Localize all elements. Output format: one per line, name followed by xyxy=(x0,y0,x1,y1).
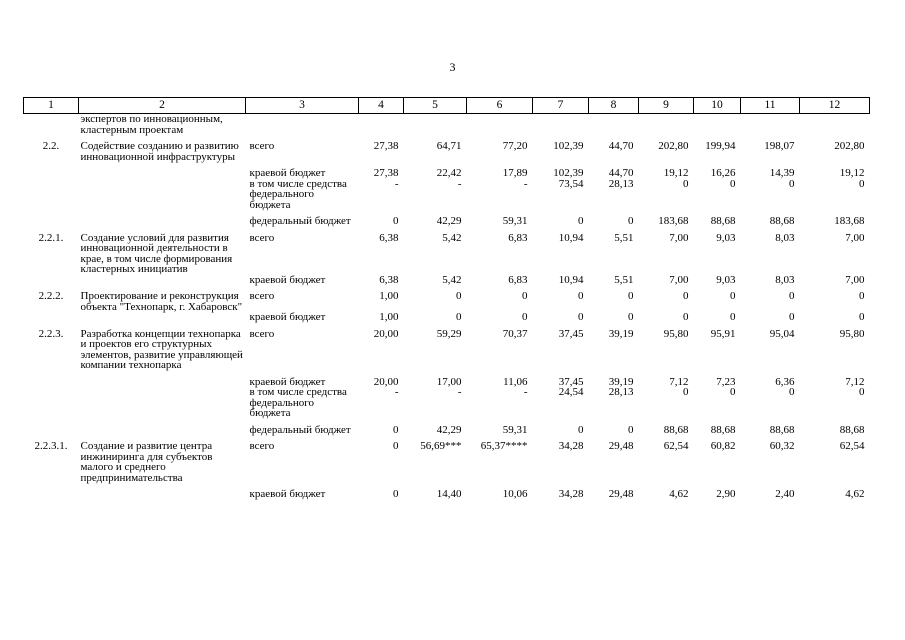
row-source: федеральный бюджет xyxy=(249,215,351,227)
value-cell: - xyxy=(523,177,528,190)
value-cell: 0 xyxy=(789,311,795,323)
value-cell: 0 xyxy=(578,290,584,302)
value-cell: 28,13 xyxy=(608,177,634,190)
header-col-4: 4 xyxy=(359,98,404,114)
value-cell: 7,23 xyxy=(716,375,736,388)
value-cell: 19,12 xyxy=(839,167,865,179)
value-cell: 95,80 xyxy=(839,327,865,340)
value-cell: 9,03 xyxy=(716,273,736,286)
row-code xyxy=(24,419,79,436)
row-name: Разработка концепции технопарка и проектов его структурных элементов, развитие управляющей компании технопарка xyxy=(80,327,243,371)
value-cell: 0 xyxy=(578,423,584,436)
table-row xyxy=(24,312,870,323)
value-cell: 95,80 xyxy=(663,327,689,340)
value-cell: 199,94 xyxy=(705,140,736,152)
value-cell: 44,70 xyxy=(608,167,634,179)
value-cell: 0 xyxy=(859,311,865,323)
header-col-6: 6 xyxy=(467,98,533,114)
value-cell: 62,54 xyxy=(839,440,865,452)
value-cell: 37,45 xyxy=(558,375,584,388)
value-cell: 16,26 xyxy=(710,167,736,179)
row-code xyxy=(24,210,79,227)
table-row xyxy=(24,179,870,211)
value-cell: 88,68 xyxy=(769,215,795,227)
value-cell: 0 xyxy=(522,311,528,323)
value-cell: 9,03 xyxy=(716,231,736,244)
row-code: 2.2. xyxy=(42,140,60,152)
row-code xyxy=(24,387,79,419)
value-cell: 6,83 xyxy=(508,231,528,244)
value-cell: 2,40 xyxy=(775,488,795,500)
row-name xyxy=(79,371,246,388)
value-cell: 10,94 xyxy=(558,231,584,244)
value-cell: 0 xyxy=(628,215,634,227)
value-cell: 7,12 xyxy=(669,375,689,388)
row-code xyxy=(24,162,79,179)
table-row xyxy=(24,483,870,500)
value-cell: 0 xyxy=(683,386,689,398)
value-cell: 37,45 xyxy=(558,327,584,340)
value-cell: 0 xyxy=(859,177,865,190)
page-number: 3 xyxy=(449,60,456,74)
header-col-10: 10 xyxy=(694,98,741,114)
row-source: всего xyxy=(249,140,275,152)
value-cell: - xyxy=(457,386,462,398)
value-cell: 88,68 xyxy=(839,423,865,436)
value-cell: 5,51 xyxy=(614,273,634,286)
header-col-5: 5 xyxy=(404,98,467,114)
value-cell: 0 xyxy=(789,290,795,302)
value-cell: 0 xyxy=(730,177,736,190)
value-cell: 22,42 xyxy=(436,167,462,179)
table-row xyxy=(24,285,870,312)
value-cell: 8,03 xyxy=(775,273,795,286)
value-cell: 0 xyxy=(522,290,528,302)
value-cell: 73,54 xyxy=(558,177,584,190)
header-col-2: 2 xyxy=(79,98,246,114)
value-cell: 5,51 xyxy=(614,231,634,244)
header-col-11: 11 xyxy=(741,98,800,114)
value-cell: 62,54 xyxy=(663,440,689,452)
value-cell: 60,82 xyxy=(710,440,736,452)
value-cell: 0 xyxy=(730,386,736,398)
row-name xyxy=(79,275,246,286)
value-cell: 6,36 xyxy=(775,375,795,388)
value-cell: - xyxy=(457,177,462,190)
value-cell: 17,89 xyxy=(502,167,528,179)
header-col-3: 3 xyxy=(246,98,359,114)
value-cell: 88,68 xyxy=(710,423,736,436)
value-cell: 88,68 xyxy=(710,215,736,227)
value-cell: 7,00 xyxy=(669,231,689,244)
value-cell: 0 xyxy=(456,290,462,302)
table-row xyxy=(24,323,870,371)
value-cell: 64,71 xyxy=(436,140,462,152)
value-cell: 0 xyxy=(730,311,736,323)
value-cell: 0 xyxy=(456,311,462,323)
value-cell: 0 xyxy=(628,311,634,323)
row-source: в том числе средства федерального бюджета xyxy=(249,386,347,419)
table-row xyxy=(24,419,870,436)
value-cell: 95,91 xyxy=(710,327,736,340)
table-row xyxy=(24,435,870,483)
value-cell: - xyxy=(394,177,399,190)
value-cell: - xyxy=(523,386,528,398)
value-cell: 0 xyxy=(578,311,584,323)
row-name xyxy=(79,387,246,419)
budget-table xyxy=(23,97,870,500)
value-cell: - xyxy=(394,386,399,398)
row-name xyxy=(79,162,246,179)
table-row xyxy=(24,135,870,162)
row-source: краевой бюджет xyxy=(249,311,326,323)
value-cell: 6,83 xyxy=(508,273,528,286)
value-cell: 24,54 xyxy=(558,386,584,398)
value-cell: 5,42 xyxy=(442,273,462,286)
value-cell: 0 xyxy=(683,290,689,302)
header-col-7: 7 xyxy=(533,98,589,114)
row-source: в том числе средства федерального бюджета xyxy=(249,177,347,211)
value-cell: 59,29 xyxy=(436,327,462,340)
value-cell: 59,31 xyxy=(502,215,528,227)
table-row xyxy=(24,371,870,388)
value-cell: 0 xyxy=(789,177,795,190)
value-cell: 65,37**** xyxy=(480,440,528,452)
row-name: Создание условий для развития инновационной деятельности в крае, в том числе формирования кластерных инициатив xyxy=(80,231,233,275)
value-cell: 0 xyxy=(578,215,584,227)
row-name xyxy=(79,312,246,323)
row-code: 2.2.2. xyxy=(38,290,64,302)
value-cell: 29,48 xyxy=(608,440,634,452)
value-cell: 0 xyxy=(789,386,795,398)
header-col-8: 8 xyxy=(589,98,639,114)
value-cell: 6,38 xyxy=(379,273,399,286)
value-cell: 0 xyxy=(859,290,865,302)
row-code xyxy=(24,483,79,500)
table-row xyxy=(24,162,870,179)
value-cell: 0 xyxy=(628,290,634,302)
continuation-text: экспертов по инновационным, кластерным проектам xyxy=(80,113,223,136)
header-col-9: 9 xyxy=(639,98,694,114)
value-cell: 7,00 xyxy=(845,273,865,286)
row-code xyxy=(24,179,79,211)
row-code: 2.2.3.1. xyxy=(34,440,68,452)
value-cell: 5,42 xyxy=(442,231,462,244)
value-cell: 27,38 xyxy=(373,140,399,152)
value-cell: 8,03 xyxy=(775,231,795,244)
value-cell: 7,12 xyxy=(845,375,865,388)
row-source: краевой бюджет xyxy=(249,273,326,286)
value-cell: 0 xyxy=(628,423,634,436)
value-cell: 4,62 xyxy=(669,488,689,500)
value-cell: 183,68 xyxy=(834,215,865,227)
row-source: краевой бюджет xyxy=(249,488,326,500)
value-cell: 0 xyxy=(859,386,865,398)
value-cell: 34,28 xyxy=(558,440,584,452)
value-cell: 202,80 xyxy=(658,140,689,152)
header-col-1: 1 xyxy=(24,98,79,114)
value-cell: 0 xyxy=(393,423,399,436)
value-cell: 0 xyxy=(393,440,399,452)
row-source: краевой бюджет xyxy=(249,167,326,179)
value-cell: 183,68 xyxy=(658,215,689,227)
table-row xyxy=(24,387,870,419)
value-cell: 10,94 xyxy=(558,273,584,286)
row-code: 2.2.3. xyxy=(38,327,64,340)
value-cell: 14,40 xyxy=(436,488,462,500)
value-cell: 0 xyxy=(683,177,689,190)
row-name xyxy=(79,179,246,211)
row-code: 2.2.1. xyxy=(38,231,64,244)
row-name xyxy=(79,483,246,500)
table-row xyxy=(24,227,870,275)
value-cell: 39,19 xyxy=(608,375,634,388)
value-cell: 202,80 xyxy=(834,140,865,152)
value-cell: 28,13 xyxy=(608,386,634,398)
value-cell: 0 xyxy=(393,488,399,500)
row-source: всего xyxy=(249,327,275,340)
row-source: всего xyxy=(249,231,275,244)
row-code xyxy=(24,312,79,323)
value-cell: 34,28 xyxy=(558,488,584,500)
value-cell: 102,39 xyxy=(553,167,584,179)
value-cell: 19,12 xyxy=(663,167,689,179)
value-cell: 88,68 xyxy=(769,423,795,436)
row-name: Содействие созданию и развитию инновационной инфраструктуры xyxy=(80,140,239,163)
value-cell: 6,38 xyxy=(379,231,399,244)
row-name: Создание и развитие центра инжиниринга для субъектов малого и среднего предпринимательства xyxy=(80,440,213,484)
row-name xyxy=(79,210,246,227)
value-cell: 88,68 xyxy=(663,423,689,436)
value-cell: 10,06 xyxy=(502,488,528,500)
row-source: всего xyxy=(249,440,275,452)
value-cell: 198,07 xyxy=(764,140,795,152)
value-cell: 42,29 xyxy=(436,423,462,436)
continuation-row xyxy=(24,114,870,136)
value-cell: 4,62 xyxy=(845,488,865,500)
value-cell: 0 xyxy=(393,215,399,227)
value-cell: 27,38 xyxy=(373,167,399,179)
value-cell: 42,29 xyxy=(436,215,462,227)
value-cell: 2,90 xyxy=(716,488,736,500)
header-row xyxy=(24,98,870,114)
value-cell: 39,19 xyxy=(608,327,634,340)
value-cell: 1,00 xyxy=(379,290,399,302)
row-name xyxy=(79,419,246,436)
value-cell: 95,04 xyxy=(769,327,795,340)
row-source: федеральный бюджет xyxy=(249,423,351,436)
value-cell: 60,32 xyxy=(769,440,795,452)
row-code xyxy=(24,371,79,388)
table-row xyxy=(24,210,870,227)
value-cell: 20,00 xyxy=(373,327,399,340)
value-cell: 20,00 xyxy=(373,375,399,388)
value-cell: 29,48 xyxy=(608,488,634,500)
value-cell: 70,37 xyxy=(502,327,528,340)
row-name: Проектирование и реконструкция объекта "Технопарк, г. Хабаровск" xyxy=(80,290,243,313)
value-cell: 44,70 xyxy=(608,140,634,152)
value-cell: 0 xyxy=(730,290,736,302)
value-cell: 77,20 xyxy=(502,140,528,152)
row-code xyxy=(24,275,79,286)
value-cell: 0 xyxy=(683,311,689,323)
row-source: всего xyxy=(249,290,275,302)
value-cell: 102,39 xyxy=(553,140,584,152)
row-source: краевой бюджет xyxy=(249,375,326,388)
value-cell: 7,00 xyxy=(845,231,865,244)
value-cell: 1,00 xyxy=(379,311,399,323)
table-row xyxy=(24,275,870,286)
value-cell: 56,69*** xyxy=(420,440,462,452)
value-cell: 14,39 xyxy=(769,167,795,179)
value-cell: 17,00 xyxy=(436,375,462,388)
value-cell: 11,06 xyxy=(503,375,528,388)
header-col-12: 12 xyxy=(800,98,870,114)
value-cell: 7,00 xyxy=(669,273,689,286)
value-cell: 59,31 xyxy=(502,423,528,436)
